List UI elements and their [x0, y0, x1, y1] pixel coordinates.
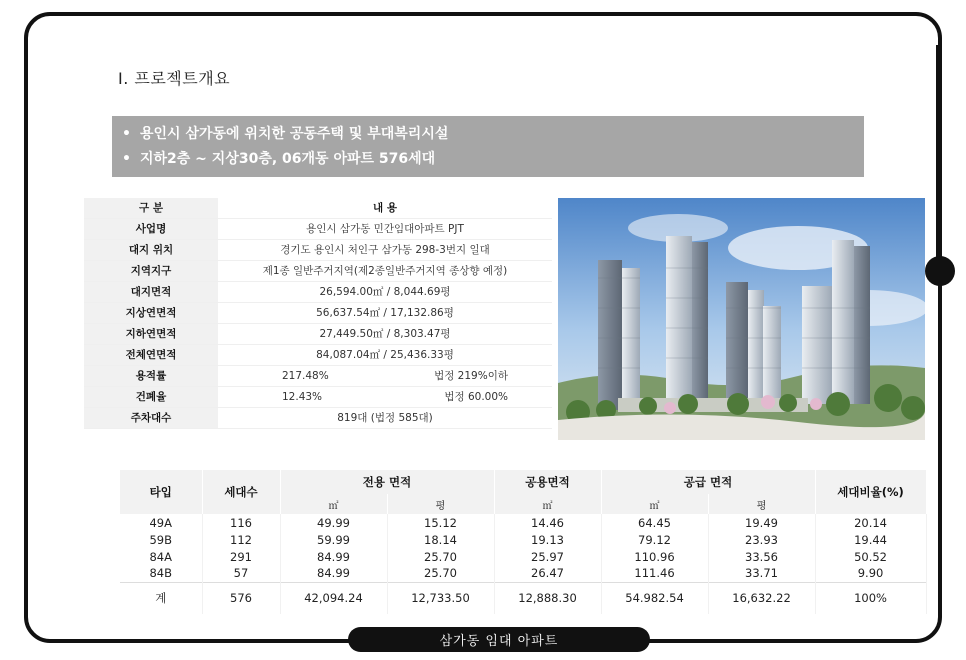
banner-line	[122, 148, 864, 173]
section-title: Ⅰ. 프로젝트개요	[118, 69, 231, 88]
cell-value: 25.70	[387, 548, 494, 565]
unit-sqm: ㎡	[494, 494, 601, 514]
unit-sqm: ㎡	[280, 494, 387, 514]
info-label: 대지 위치	[84, 240, 218, 260]
cell-ratio: 100%	[815, 582, 926, 614]
info-row	[84, 219, 552, 240]
cell-value: 84.99	[280, 548, 387, 565]
info-label: 사업명	[84, 219, 218, 239]
cell-ratio: 9.90	[815, 565, 926, 582]
info-label: 대지면적	[84, 282, 218, 302]
banner-line	[122, 123, 864, 148]
cell-value: 12,733.50	[387, 582, 494, 614]
unit-pyeong: 평	[708, 494, 815, 514]
info-row	[84, 387, 552, 408]
footer-label: 삼가동 임대 아파트	[348, 627, 650, 652]
cell-value: 14.46	[494, 514, 601, 531]
banner-text: 용인시 삼가동에 위치한 공동주택 및 부대복리시설	[140, 126, 449, 142]
apartment-rendering-image	[558, 198, 925, 440]
info-row	[84, 261, 552, 282]
cell-value: 42,094.24	[280, 582, 387, 614]
info-row	[84, 282, 552, 303]
info-value-main: 12.43%	[282, 391, 323, 403]
info-row	[84, 240, 552, 261]
cell-units: 112	[202, 531, 280, 548]
bullet-icon: •	[122, 151, 131, 167]
col-supply-area: 공급 면적	[601, 470, 815, 494]
cell-value: 23.93	[708, 531, 815, 548]
cell-value: 49.99	[280, 514, 387, 531]
info-header-label: 구 분	[84, 198, 218, 218]
cell-type: 59B	[120, 531, 202, 548]
cell-type: 49A	[120, 514, 202, 531]
unit-sqm: ㎡	[601, 494, 708, 514]
info-label: 주차대수	[84, 408, 218, 428]
info-value	[218, 387, 552, 407]
info-header-value: 내 용	[373, 202, 397, 214]
cell-value: 25.97	[494, 548, 601, 565]
info-table-header	[84, 198, 552, 219]
cell-value: 25.70	[387, 565, 494, 582]
area-header-row	[120, 470, 926, 494]
summary-banner	[112, 116, 864, 177]
info-row	[84, 345, 552, 366]
unit-pyeong: 평	[387, 494, 494, 514]
cell-value: 12,888.30	[494, 582, 601, 614]
cell-ratio: 50.52	[815, 548, 926, 565]
info-value: 용인시 삼가동 민간임대아파트 PJT	[306, 223, 464, 235]
table-row	[120, 531, 926, 548]
info-label: 지상연면적	[84, 303, 218, 323]
col-type: 타입	[120, 470, 202, 514]
cell-value: 19.13	[494, 531, 601, 548]
cell-value: 33.71	[708, 565, 815, 582]
cell-type: 84A	[120, 548, 202, 565]
info-value-note: 법정 219%이하	[434, 370, 508, 382]
cell-value: 111.46	[601, 565, 708, 582]
table-row	[120, 565, 926, 582]
cell-units: 291	[202, 548, 280, 565]
cell-value: 84.99	[280, 565, 387, 582]
info-value	[218, 366, 552, 386]
col-unit-ratio: 세대비율(%)	[815, 470, 926, 514]
cell-units: 116	[202, 514, 280, 531]
col-common-area: 공용면적	[494, 470, 601, 494]
info-label: 전체연면적	[84, 345, 218, 365]
info-value: 경기도 용인시 처인구 삼가동 298-3번지 일대	[280, 244, 490, 256]
cell-value: 54.982.54	[601, 582, 708, 614]
cell-type: 84B	[120, 565, 202, 582]
col-units: 세대수	[202, 470, 280, 514]
info-value: 84,087.04㎡ / 25,436.33평	[316, 349, 454, 361]
info-row	[84, 303, 552, 324]
banner-text: 지하2층 ~ 지상30층, 06개동 아파트 576세대	[140, 151, 436, 167]
total-row	[120, 582, 926, 614]
info-value: 819대 (법정 585대)	[337, 412, 433, 424]
cell-value: 64.45	[601, 514, 708, 531]
col-exclusive-area: 전용 면적	[280, 470, 494, 494]
cell-units: 57	[202, 565, 280, 582]
area-table	[120, 470, 926, 614]
info-value-note: 법정 60.00%	[444, 391, 508, 403]
info-value: 27,449.50㎡ / 8,303.47평	[319, 328, 451, 340]
cell-value: 110.96	[601, 548, 708, 565]
cell-total-label: 계	[120, 582, 202, 614]
info-value: 제1종 일반주거지역(제2종일반주거지역 종상향 예정)	[262, 265, 508, 277]
bullet-icon: •	[122, 126, 131, 142]
info-row	[84, 324, 552, 345]
info-label: 지하연면적	[84, 324, 218, 344]
cell-value: 26.47	[494, 565, 601, 582]
cell-ratio: 19.44	[815, 531, 926, 548]
info-value: 56,637.54㎡ / 17,132.86평	[316, 307, 454, 319]
info-value-main: 217.48%	[282, 370, 329, 382]
info-row	[84, 366, 552, 387]
cell-value: 15.12	[387, 514, 494, 531]
cell-value: 16,632.22	[708, 582, 815, 614]
cell-value: 18.14	[387, 531, 494, 548]
info-label: 지역지구	[84, 261, 218, 281]
info-row	[84, 408, 552, 429]
info-label: 건폐율	[84, 387, 218, 407]
info-label: 용적률	[84, 366, 218, 386]
cell-value: 59.99	[280, 531, 387, 548]
table-row	[120, 548, 926, 565]
project-info-table	[84, 198, 552, 429]
cell-value: 19.49	[708, 514, 815, 531]
frame-side-line	[936, 45, 940, 275]
table-row	[120, 514, 926, 531]
cell-value: 79.12	[601, 531, 708, 548]
info-value: 26,594.00㎡ / 8,044.69평	[319, 286, 451, 298]
cell-ratio: 20.14	[815, 514, 926, 531]
cell-value: 33.56	[708, 548, 815, 565]
frame-dot-marker	[925, 256, 955, 286]
cell-units: 576	[202, 582, 280, 614]
